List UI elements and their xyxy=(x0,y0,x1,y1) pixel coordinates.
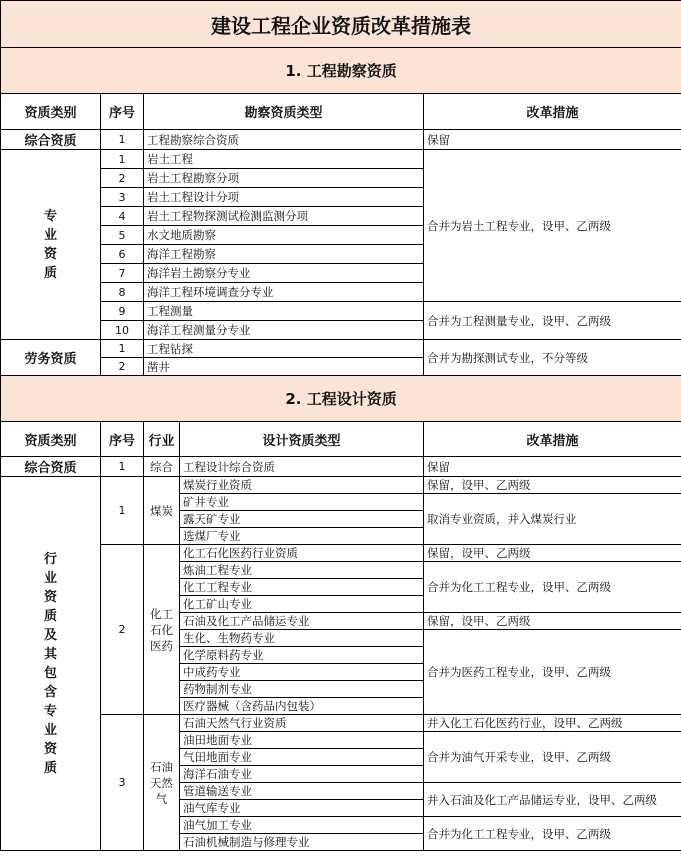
s1-type: 工程勘察综合资质 xyxy=(144,130,424,150)
s1-seq: 2 xyxy=(101,358,144,376)
s2-type: 气田地面专业 xyxy=(180,749,424,766)
section-1-heading: 1. 工程勘察资质 xyxy=(1,48,681,94)
s2-measure: 保留，设甲、乙两级 xyxy=(424,477,681,494)
s1-header-measure: 改革措施 xyxy=(424,94,681,130)
s2-measure: 保留，设甲、乙两级 xyxy=(424,613,681,630)
s1-seq: 7 xyxy=(101,264,144,283)
table-title: 建设工程企业资质改革措施表 xyxy=(1,1,681,48)
s1-comprehensive-category: 综合资质 xyxy=(1,130,101,150)
s1-seq: 1 xyxy=(101,130,144,150)
s2-type: 矿井专业 xyxy=(180,494,424,511)
s1-seq: 9 xyxy=(101,302,144,321)
s2-type: 工程设计综合资质 xyxy=(180,457,424,477)
s2-type: 医疗器械（含药品内包装） xyxy=(180,698,424,715)
s1-type: 海洋工程勘察 xyxy=(144,245,424,264)
s2-type: 石油天然气行业资质 xyxy=(180,715,424,732)
s2-type: 药物制剂专业 xyxy=(180,681,424,698)
s1-header-category: 资质类别 xyxy=(1,94,101,130)
s2-header-seq: 序号 xyxy=(101,422,144,457)
s1-seq: 2 xyxy=(101,169,144,188)
s1-seq: 6 xyxy=(101,245,144,264)
s1-type: 工程测量 xyxy=(144,302,424,321)
s1-measure: 合并为工程测量专业，设甲、乙两级 xyxy=(424,302,681,340)
s1-type: 岩土工程物探测试检测监测分项 xyxy=(144,207,424,226)
s2-measure: 合并为医药工程专业，设甲、乙两级 xyxy=(424,630,681,715)
s2-type: 露天矿专业 xyxy=(180,511,424,528)
s1-seq: 1 xyxy=(101,150,144,169)
s2-header-category: 资质类别 xyxy=(1,422,101,457)
s2-header-measure: 改革措施 xyxy=(424,422,681,457)
s1-measure: 合并为勘探测试专业，不分等级 xyxy=(424,340,681,376)
s1-seq: 5 xyxy=(101,226,144,245)
s2-industry-category: 行 业 资 质 及 其 包 含 专 业 资 质 xyxy=(1,477,101,851)
s2-measure: 并入化工石化医药行业，设甲、乙两级 xyxy=(424,715,681,732)
s1-type: 凿井 xyxy=(144,358,424,376)
s1-type: 水文地质勘察 xyxy=(144,226,424,245)
s1-seq: 3 xyxy=(101,188,144,207)
s2-type: 选煤厂专业 xyxy=(180,528,424,545)
s1-header-seq: 序号 xyxy=(101,94,144,130)
s2-seq: 1 xyxy=(101,477,144,545)
s1-professional-category: 专 业 资 质 xyxy=(1,150,101,340)
s1-seq: 4 xyxy=(101,207,144,226)
s1-labor-category: 劳务资质 xyxy=(1,340,101,376)
s2-measure: 合并为化工工程专业，设甲、乙两级 xyxy=(424,562,681,613)
s1-measure: 保留 xyxy=(424,130,681,150)
s1-type: 工程钻探 xyxy=(144,340,424,358)
s1-seq: 10 xyxy=(101,321,144,340)
s1-type: 岩土工程 xyxy=(144,150,424,169)
s2-seq: 3 xyxy=(101,715,144,851)
s1-type: 海洋工程环境调查分专业 xyxy=(144,283,424,302)
s2-measure: 取消专业资质，并入煤炭行业 xyxy=(424,494,681,545)
s1-seq: 1 xyxy=(101,340,144,358)
s1-type: 海洋岩土勘察分专业 xyxy=(144,264,424,283)
s2-type: 化学原料药专业 xyxy=(180,647,424,664)
s2-type: 化工工程专业 xyxy=(180,579,424,596)
s2-type: 油气库专业 xyxy=(180,800,424,817)
s2-type: 油气加工专业 xyxy=(180,817,424,834)
s1-type: 岩土工程设计分项 xyxy=(144,188,424,207)
s2-seq: 1 xyxy=(101,457,144,477)
s2-type: 油田地面专业 xyxy=(180,732,424,749)
s2-header-type: 设计资质类型 xyxy=(180,422,424,457)
s1-header-type: 勘察资质类型 xyxy=(144,94,424,130)
s2-measure: 合并为化工工程专业，设甲、乙两级 xyxy=(424,817,681,851)
s1-seq: 8 xyxy=(101,283,144,302)
s2-type: 化工矿山专业 xyxy=(180,596,424,613)
s2-type: 炼油工程专业 xyxy=(180,562,424,579)
s2-type: 煤炭行业资质 xyxy=(180,477,424,494)
s2-measure: 保留，设甲、乙两级 xyxy=(424,545,681,562)
s2-header-industry: 行业 xyxy=(144,422,180,457)
s2-type: 生化、生物药专业 xyxy=(180,630,424,647)
s2-measure: 保留 xyxy=(424,457,681,477)
section-2-heading: 2. 工程设计资质 xyxy=(1,376,681,422)
s2-type: 石油机械制造与修理专业 xyxy=(180,834,424,851)
s2-seq: 2 xyxy=(101,545,144,715)
s1-type: 海洋工程测量分专业 xyxy=(144,321,424,340)
s2-measure: 并入石油及化工产品储运专业，设甲、乙两级 xyxy=(424,783,681,817)
s2-type: 石油及化工产品储运专业 xyxy=(180,613,424,630)
s2-industry: 综合 xyxy=(144,457,180,477)
s2-industry: 煤炭 xyxy=(144,477,180,545)
s1-measure: 合并为岩土工程专业，设甲、乙两级 xyxy=(424,150,681,302)
s2-industry: 石油 天然 气 xyxy=(144,715,180,851)
s2-industry: 化工 石化 医药 xyxy=(144,545,180,715)
s2-comprehensive-category: 综合资质 xyxy=(1,457,101,477)
s1-type: 岩土工程勘察分项 xyxy=(144,169,424,188)
s2-type: 中成药专业 xyxy=(180,664,424,681)
s2-type: 管道输送专业 xyxy=(180,783,424,800)
s2-type: 化工石化医药行业资质 xyxy=(180,545,424,562)
s2-type: 海洋石油专业 xyxy=(180,766,424,783)
s2-measure: 合并为油气开采专业，设甲、乙两级 xyxy=(424,732,681,783)
